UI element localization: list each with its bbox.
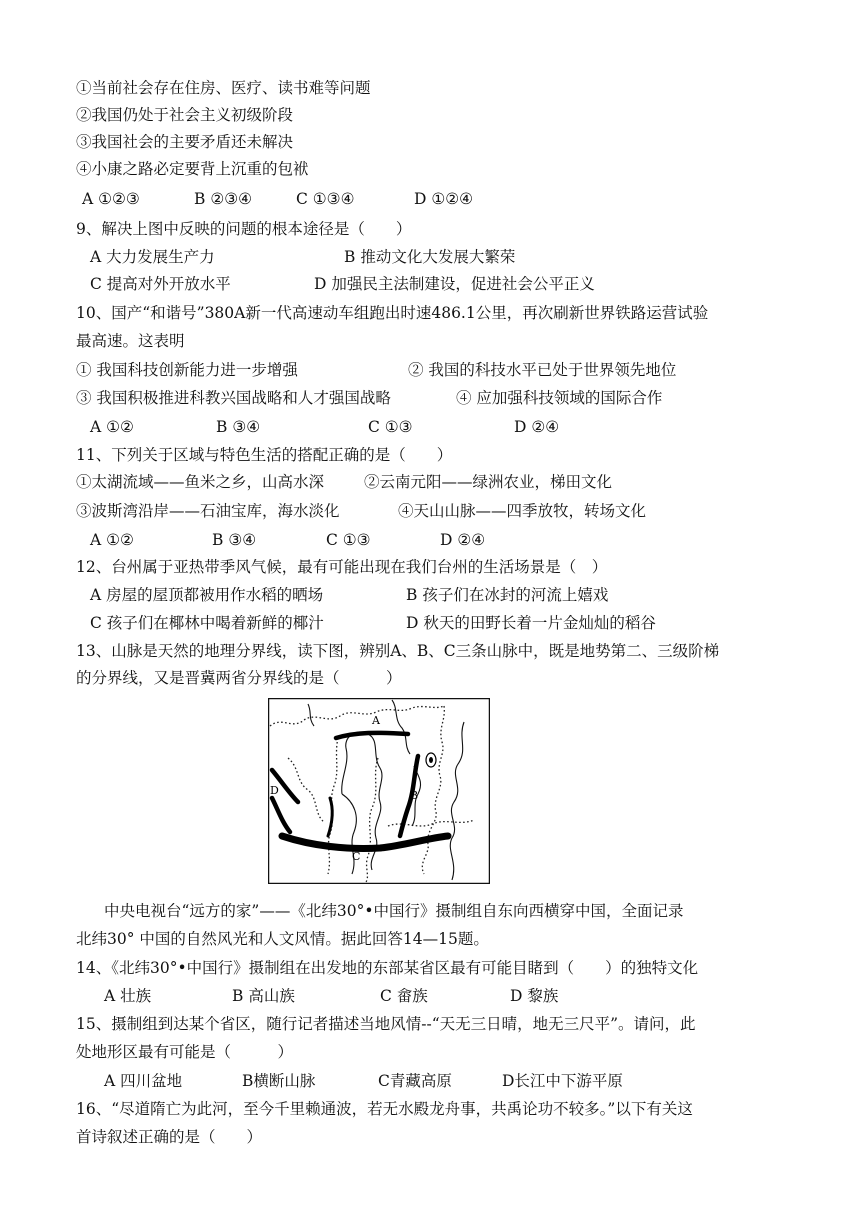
q11-option-3: ③波斯湾沿岸——石油宝库，海水淡化 [76,502,340,520]
q11-option-2: ②云南元阳——绿洲农业，梯田文化 [364,473,613,491]
q11-option-1: ①太湖流域——鱼米之乡，山高水深 [76,473,325,491]
q10-choice-b: B ③④ [216,418,261,436]
q15-choice-a: A 四川盆地 [104,1072,183,1090]
q9-choice-c: C 提高对外开放水平 [90,275,231,293]
q11-choice-d: D ②④ [440,531,486,549]
q10-choice-a: A ①② [90,418,134,436]
q12-choice-b: B 孩子们在冰封的河流上嬉戏 [406,586,609,604]
q10-option-3: ③ 我国积极推进科教兴国战略和人才强国战略 [76,389,391,407]
map-label-b: B [410,789,419,802]
q8-option-4: ④小康之路必定要背上沉重的包袱 [76,160,309,178]
intro-line1: 中央电视台“远方的家”——《北纬30°•中国行》摄制组自东向西横穿中国，全面记录 [104,902,684,920]
q10-option-2: ② 我国的科技水平已处于世界领先地位 [408,361,677,379]
q13-stem-line2: 的分界线，又是晋冀两省分界线的是（ ） [76,669,402,687]
q14-stem: 14、《北纬30°•中国行》摄制组在出发地的东部某省区最有可能目睹到（ ）的独特文化 [76,959,699,977]
q8-choice-a: A ①②③ [82,190,140,208]
q10-option-1: ① 我国科技创新能力进一步增强 [76,361,298,379]
q15-choice-b: B横断山脉 [242,1072,316,1090]
q10-stem-line2: 最高速。这表明 [76,332,185,350]
q14-choice-d: D 黎族 [510,987,559,1005]
map-label-c: C [352,850,361,863]
q16-stem-line2: 首诗叙述正确的是（ ） [76,1128,263,1146]
q8-choice-d: D ①②④ [414,190,474,208]
q8-choice-c: C ①③④ [296,190,355,208]
q10-stem-line1: 10、国产“和谐号”380A新一代高速动车组跑出时速486.1公里，再次刷新世界铁路运营试验 [76,304,709,322]
q8-option-3: ③我国社会的主要矛盾还未解决 [76,133,294,151]
q11-stem: 11、下列关于区域与特色生活的搭配正确的是（ ） [76,446,453,464]
q14-choice-a: A 壮族 [104,987,152,1005]
q14-choice-b: B 高山族 [232,987,295,1005]
q9-stem: 9、解决上图中反映的问题的根本途径是（ ） [76,220,412,238]
map-label-d: D [270,784,279,797]
q10-option-4: ④ 应加强科技领域的国际合作 [456,389,663,407]
q11-choice-a: A ①② [90,531,134,549]
q15-stem-line1: 15、摄制组到达某个省区，随行记者描述当地风情--“天无三日晴，地无三尺平”。请问，此 [76,1015,696,1033]
q12-choice-c: C 孩子们在椰林中喝着新鲜的椰汁 [90,614,324,632]
q9-choice-b: B 推动文化大发展大繁荣 [344,248,516,266]
q12-choice-d: D 秋天的田野长着一片金灿灿的稻谷 [406,614,656,632]
intro-line2: 北纬30° 中国的自然风光和人文风情。据此回答14—15题。 [76,930,489,948]
q12-choice-a: A 房屋的屋顶都被用作水稻的晒场 [90,586,324,604]
q16-stem-line1: 16、“尽道隋亡为此河，至今千里赖通波，若无水殿龙舟事，共禹论功不较多。”以下有关这 [76,1100,693,1118]
q10-choice-d: D ②④ [514,418,560,436]
map-label-a: A [372,714,380,727]
q12-stem: 12、台州属于亚热带季风气候，最有可能出现在我们台州的生活场景是（ ） [76,558,608,576]
q11-option-4: ④天山山脉——四季放牧，转场文化 [398,502,647,520]
q11-choice-b: B ③④ [212,531,257,549]
mountain-map-figure [268,698,490,884]
q9-choice-d: D 加强民主法制建设，促进社会公平正义 [314,275,595,293]
q15-stem-line2: 处地形区最有可能是（ ） [76,1043,294,1061]
q11-choice-c: C ①③ [326,531,371,549]
q14-choice-c: C 畲族 [380,987,428,1005]
q8-choice-b: B ②③④ [194,190,253,208]
q8-option-2: ②我国仍处于社会主义初级阶段 [76,106,294,124]
q8-option-1: ①当前社会存在住房、医疗、读书难等问题 [76,79,371,97]
q9-choice-a: A 大力发展生产力 [90,248,215,266]
q13-stem-line1: 13、山脉是天然的地理分界线，读下图，辨别A、B、C三条山脉中，既是地势第二、三级阶梯 [76,642,720,660]
q15-choice-d: D长江中下游平原 [502,1072,623,1090]
q15-choice-c: C青藏高原 [378,1072,452,1090]
q10-choice-c: C ①③ [368,418,413,436]
